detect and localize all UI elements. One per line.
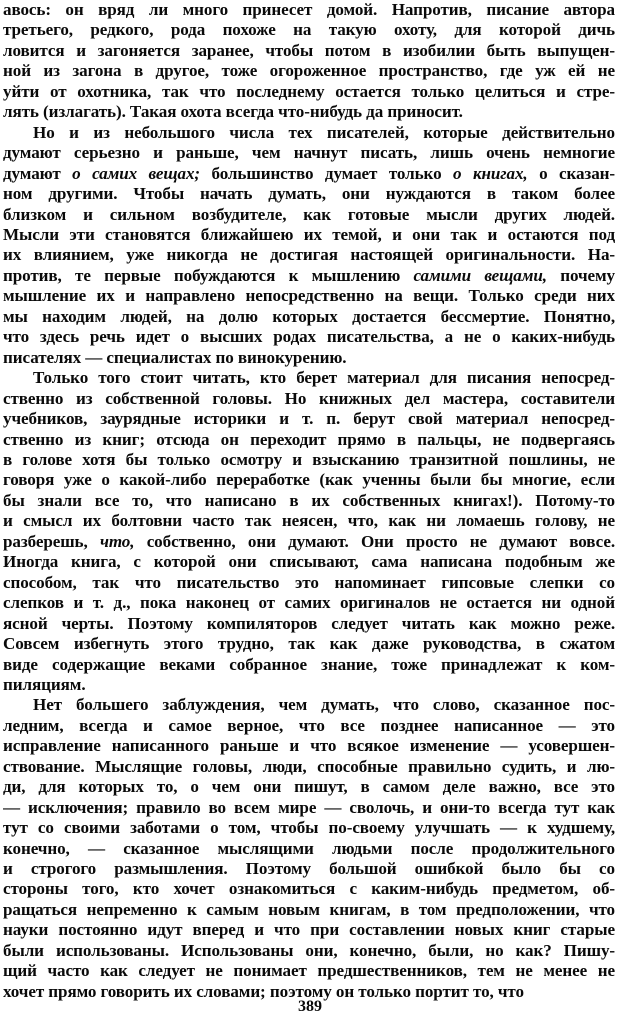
text-line (3, 879, 615, 899)
text-segment: способом, так что писательство это напоминает гипсовые слепки со (3, 572, 615, 592)
text-segment: исправление написанного раньше и что всякое изменение — усовершен- (3, 736, 615, 756)
text-segment: большинство думает только (200, 163, 454, 183)
text-line (3, 470, 615, 490)
text-segment: щий часто как следует не понимает предшественников, тем не менее не (3, 961, 615, 981)
text-segment: ном другими. Чтобы начать думать, они нуждаются в таком более (3, 184, 615, 204)
text-segment: стороны того, кто хочет ознакомиться с каким-нибудь предметом, об- (3, 879, 615, 899)
text-line (3, 164, 615, 184)
text-segment: думают серьезно и раньше, чем начнут писать, лишь очень немногие (3, 143, 615, 163)
paragraph (3, 695, 615, 1002)
text-line (3, 266, 615, 286)
text-segment: мы находим людей, на долю которых достается бессмертие. Понятно, (3, 306, 615, 326)
text-segment: в голове хотя бы только осмотру и взысканию транзитной пошлины, не (3, 449, 615, 469)
text-line (3, 205, 615, 225)
text-line (3, 839, 615, 859)
text-line (3, 102, 615, 122)
text-segment: ственно из книг; отсюда он переходит прямо в пальцы, не подвергаясь (3, 429, 615, 449)
italic-text: о книгах, (453, 163, 528, 183)
text-segment: — исключения; правило во всем мире — сволочь, и они-то всегда тут как (3, 797, 615, 817)
text-line (3, 245, 615, 265)
text-segment: собственно, они думают. Они просто не думают вовсе. (134, 531, 615, 551)
text-segment: Мысли эти становятся ближайшею их темой, и они так и остаются под (3, 224, 615, 244)
text-segment: разберешь, (3, 531, 100, 551)
text-line (3, 20, 615, 40)
text-line (3, 695, 615, 715)
paragraph (3, 368, 615, 695)
text-segment: ственно из собственной головы. Но книжных дел мастера, составители (3, 388, 615, 408)
page-number: 389 (298, 998, 322, 1015)
text-segment: лять (излагать). Такая охота всегда что-нибудь да приносит. (3, 102, 463, 122)
text-line (3, 655, 615, 675)
paragraph (3, 0, 615, 123)
text-segment: ствование. Мыслящие головы, люди, способные правильно судить, и лю- (3, 756, 615, 776)
text-line (3, 511, 615, 531)
text-segment: были использованы. Использованы они, конечно, были, но как? Пишу- (3, 940, 615, 960)
text-segment: ясной черты. Поэтому компиляторов следует читать как можно реже. (3, 613, 615, 633)
text-line (3, 593, 615, 613)
text-segment: науки постоянно идут вперед и что при составлении новых книг старые (3, 920, 615, 940)
text-segment: их влиянием, уже никогда не достигая настоящей оригинальности. На- (3, 245, 615, 265)
text-line (3, 716, 615, 736)
text-line (3, 184, 615, 204)
text-line (3, 614, 615, 634)
text-line (3, 818, 615, 838)
text-line (3, 920, 615, 940)
text-segment: ловится и загоняется заранее, чтобы потом в изобилии быть выпущен- (3, 40, 615, 60)
text-line (3, 634, 615, 654)
text-segment: писателях — специалистах по винокурению. (3, 347, 347, 367)
text-segment: хочет прямо говорить их словами; поэтому он только портит то, что (3, 981, 524, 1001)
text-line (3, 941, 615, 961)
document-page (3, 0, 615, 1002)
italic-text: что, (99, 531, 135, 551)
text-line (3, 82, 615, 102)
text-segment: Только того стоит читать, кто берет материал для писания непосред- (33, 368, 615, 388)
text-line (3, 0, 615, 20)
text-segment: и смысл их болтовни часто так неясен, что, как ни ломаешь голову, не (3, 511, 615, 531)
text-segment: авось: он вряд ли много принесет домой. Напротив, писание автора (3, 0, 615, 19)
text-line (3, 859, 615, 879)
text-segment: конечно, — сказанное мыслящими людьми после продолжительного (3, 838, 615, 858)
text-line (3, 450, 615, 470)
text-line (3, 961, 615, 981)
text-segment: ди, для которых то, о чем они пишут, в самом деле важно, все это (3, 777, 615, 797)
text-line (3, 286, 615, 306)
text-segment: ной из загона в другое, тоже огороженное пространство, где уж ей не (3, 61, 615, 81)
text-segment: думают (3, 163, 73, 183)
text-segment: слепков и т. д., пока наконец от самих оригиналов не остается ни одной (3, 593, 615, 613)
text-line (3, 61, 615, 81)
text-segment: Совсем избегнуть этого трудно, так как даже руководства, в сжатом (3, 634, 615, 654)
text-segment: о сказан- (527, 163, 615, 183)
text-segment: пиляциям. (3, 674, 86, 694)
text-segment: ращаться непременно к самым новым книгам, в том предположении, что (3, 899, 615, 919)
text-segment: говоря уже о какой-либо переработке (как ученны были бы многие, если (3, 470, 615, 490)
text-segment: Нет большего заблуждения, чем думать, что слово, сказанное пос- (33, 695, 615, 715)
text-segment: и строгого размышления. Поэтому большой ошибкой было бы со (3, 859, 615, 879)
text-line (3, 900, 615, 920)
text-segment: учебников, заурядные историки и т. п. берут свой материал непосред- (3, 409, 615, 429)
text-line (3, 389, 615, 409)
text-line (3, 348, 615, 368)
text-line (3, 777, 615, 797)
text-line (3, 307, 615, 327)
text-line (3, 552, 615, 572)
italic-text: о самих вещах; (72, 163, 200, 183)
text-line (3, 798, 615, 818)
text-segment: Но и из небольшого числа тех писателей, которые действительно (33, 122, 615, 142)
text-line (3, 532, 615, 552)
text-segment: виде содержащие веками собранное знание, тоже принадлежат к ком- (3, 654, 615, 674)
text-segment: мышление их и направлено непосредственно на вещи. Только среди них (3, 286, 615, 306)
text-segment: что здесь речь идет о высших родах писательства, а не о каких-нибудь (3, 327, 615, 347)
text-line (3, 491, 615, 511)
text-segment: тут со своими заботами о том, чтобы по-своему улучшать — к худшему, (3, 818, 615, 838)
text-segment: против, те первые побуждаются к мышлению (3, 265, 414, 285)
text-line (3, 573, 615, 593)
text-line (3, 225, 615, 245)
text-line (3, 123, 615, 143)
text-line (3, 143, 615, 163)
text-segment: ледним, всегда и самое верное, что все позднее написанное — это (3, 715, 615, 735)
text-segment: третьего, редкого, рода похоже на такую охоту, для которой дичь (3, 20, 615, 40)
text-segment: почему (546, 265, 615, 285)
text-line (3, 41, 615, 61)
text-segment: Иногда книга, с которой они списывают, сама написана подобным же (3, 552, 615, 572)
text-line (3, 327, 615, 347)
text-line (3, 430, 615, 450)
text-line (3, 675, 615, 695)
text-segment: бы знали все то, что написано в их собственных книгах!). Потому-то (3, 490, 615, 510)
text-line (3, 757, 615, 777)
text-line (3, 409, 615, 429)
text-segment: близком и сильном возбудителе, как готовые мысли других людей. (3, 204, 615, 224)
text-line (3, 368, 615, 388)
italic-text: самими вещами, (413, 265, 547, 285)
paragraph (3, 123, 615, 368)
text-line (3, 736, 615, 756)
text-segment: уйти от охотника, так что последнему остается только целиться и стре- (3, 81, 615, 101)
